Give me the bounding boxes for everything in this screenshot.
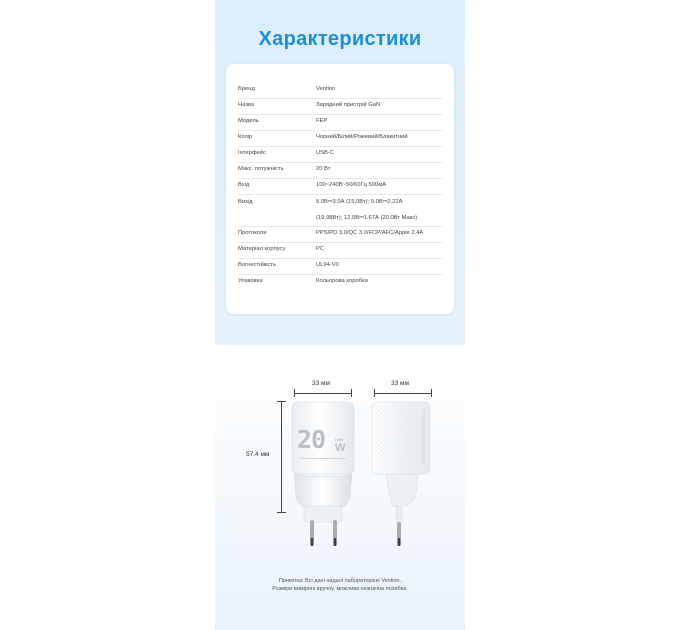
spec-key: Вихід [238, 199, 253, 205]
spec-value: PPS/PD 3.0/QC 3.0/FCP/AFC/Apple 2.4A [316, 230, 424, 236]
spec-key: Інтерфейс [238, 150, 266, 156]
spec-value: UL94-V0 [316, 262, 339, 268]
spec-row-color [238, 130, 443, 147]
spec-value: 5.0В⎓3.0А (15.0Вт); 9.0В⎓2.22А [316, 199, 403, 205]
front-width-line [294, 393, 352, 394]
charger-power-number: 20 [297, 425, 326, 454]
front-width-label: 33 мм [312, 380, 330, 387]
front-width-tick-right [351, 389, 352, 397]
spec-value: Зарядний пристрій GaN [316, 102, 381, 108]
height-tick-bottom [277, 512, 286, 513]
spec-row-packaging [238, 274, 443, 290]
spec-row-fire-rating [238, 258, 443, 275]
charger-power-unit: W [335, 442, 346, 454]
spec-row-input [238, 178, 443, 195]
spec-value: Vention [316, 86, 336, 92]
note-line-2: Розміри виміряні вручну, можлива незначна похибка. [272, 586, 408, 592]
spec-value: 100~240В~50/60Гц 500мА [316, 182, 387, 188]
spec-value: PC [316, 246, 325, 252]
charger-divider-line [300, 458, 346, 459]
height-label: 57.4 мм [246, 451, 270, 458]
note-line-1: Примітка: Всі дані надані лабораторією Vention. [278, 578, 402, 584]
height-tick-top [277, 401, 286, 402]
spec-row-interface [238, 146, 443, 163]
spec-row-model [238, 114, 443, 131]
charger-front-illustration [288, 398, 360, 553]
side-width-tick-left [374, 389, 375, 397]
spec-key: Колір [238, 134, 253, 140]
spec-row-output [238, 194, 443, 227]
spec-row-name [238, 98, 443, 115]
charger-gan-mark: GaN [335, 437, 344, 442]
page-title: Характеристики [258, 28, 422, 50]
spec-key: Протоколи [238, 230, 267, 236]
spec-key: Упаковка [238, 278, 263, 284]
spec-key: Бренд [238, 86, 255, 92]
side-width-label: 33 мм [391, 380, 409, 387]
spec-row-protocols [238, 226, 443, 243]
spec-value: Чорний/Білий/Рожевий/Блакитний [316, 134, 408, 140]
spec-row-brand [238, 82, 443, 99]
spec-key: Матеріал корпусу [238, 246, 286, 252]
spec-key: Назва [238, 102, 255, 108]
charger-side-illustration [366, 398, 438, 553]
spec-key: Вхід [238, 182, 250, 188]
spec-value-continued: (19.98Вт); 12.0В⎓1.67А (20.0Вт Макс) [316, 215, 418, 221]
spec-key: Модель [238, 118, 259, 124]
side-width-line [374, 393, 432, 394]
spec-value: FEP [316, 118, 328, 124]
spec-value: USB-C [316, 150, 335, 156]
front-width-tick-left [294, 389, 295, 397]
spec-key: Вогнестійкість [238, 262, 277, 268]
side-width-tick-right [431, 389, 432, 397]
spec-value: Кольорова коробка [316, 278, 368, 284]
spec-row-material [238, 242, 443, 259]
spec-value: 20 Вт [316, 166, 331, 172]
specs-card [226, 64, 454, 314]
height-line [281, 401, 282, 513]
spec-row-max-power [238, 162, 443, 179]
spec-key: Макс. потужність [238, 166, 284, 172]
